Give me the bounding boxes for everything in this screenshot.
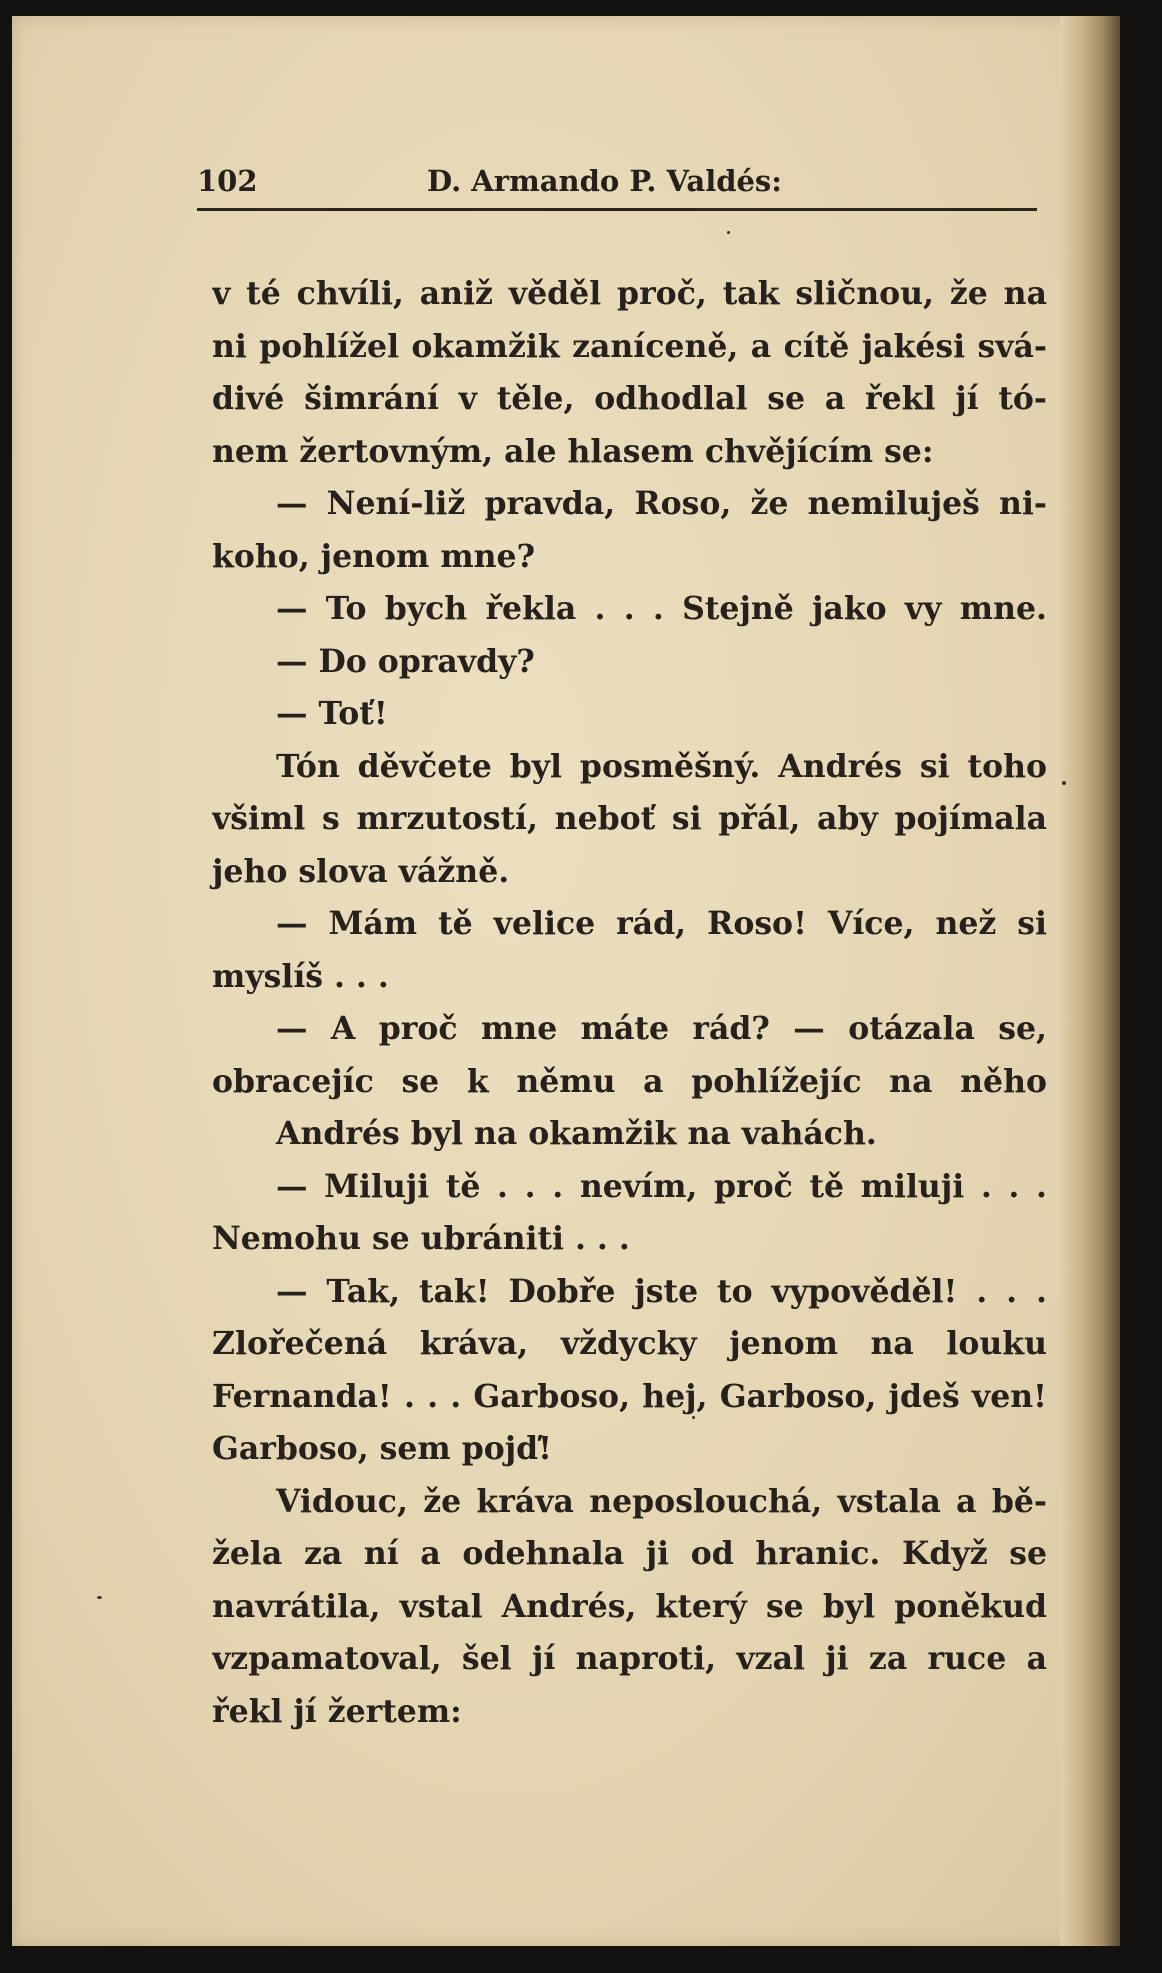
- text-line: jeho slova vážně.: [212, 852, 510, 890]
- ink-speck: [1062, 781, 1066, 785]
- text-line: nem žertovným, ale hlasem chvějícím se:: [212, 432, 934, 470]
- book-page: [12, 16, 1120, 1946]
- text-line: — Není-liž pravda, Roso, že nemiluješ ni-: [276, 485, 1047, 522]
- page-number: 102: [197, 164, 258, 198]
- ink-speck: [97, 1596, 102, 1599]
- running-head: D. Armando P. Valdés:: [427, 164, 782, 198]
- text-line: — Toť!: [276, 695, 388, 732]
- text-line: — To bych řekla . . . Stejně jako vy mne.: [276, 590, 1047, 627]
- text-line: navrátila, vstal Andrés, který se byl poněkud: [212, 1587, 1047, 1625]
- ink-speck: [727, 231, 730, 234]
- text-line: všiml s mrzutostí, neboť si přál, aby pojímala: [212, 800, 1047, 837]
- text-line: — Tak, tak! Dobře jste to vypověděl! . . .: [276, 1272, 1047, 1310]
- text-line: myslíš . . .: [212, 957, 389, 995]
- body-text: [212, 268, 1047, 1738]
- text-line: Zlořečená kráva, vždycky jenom na louku: [212, 1325, 1047, 1362]
- text-line: — Miluji tě . . . nevím, proč tě miluji . . .: [276, 1167, 1047, 1205]
- text-line: řekl jí žertem:: [212, 1692, 462, 1730]
- ink-speck: [692, 1416, 695, 1419]
- text-line: Tón děvčete byl posměšný. Andrés si toho: [276, 747, 1047, 785]
- text-line: v té chvíli, aniž věděl proč, tak sličnou, že na: [212, 275, 1047, 312]
- text-line: vzpamatoval, šel jí naproti, vzal ji za ruce a: [212, 1640, 1047, 1677]
- text-line: Fernanda! . . . Garboso, hej, Garboso, jdeš ven!: [212, 1377, 1047, 1415]
- text-line: žela za ní a odehnala ji od hranic. Když se: [212, 1535, 1047, 1572]
- text-line: ni pohlížel okamžik zaníceně, a cítě jakési svá-: [212, 327, 1047, 365]
- text-line: — Do opravdy?: [276, 642, 535, 680]
- text-line: Garboso, sem pojď!: [212, 1430, 552, 1467]
- text-line: Andrés byl na okamžik na vahách.: [276, 1115, 877, 1152]
- text-line: Vidouc, že kráva neposlouchá, vstala a bě-: [276, 1482, 1047, 1520]
- text-line: divé šimrání v těle, odhodlal se a řekl jí tó-: [212, 380, 1047, 417]
- text-line: — A proč mne máte rád? — otázala se,: [276, 1010, 1047, 1047]
- book-spine-shadow: [1060, 16, 1120, 1946]
- text-line: — Mám tě velice rád, Roso! Více, než si: [276, 905, 1047, 942]
- text-line: Nemohu se ubrániti . . .: [212, 1220, 630, 1257]
- text-line: koho, jenom mne?: [212, 537, 536, 575]
- text-line: obracejíc se k němu a pohlížejíc na něho: [212, 1062, 1047, 1100]
- page-header: [197, 164, 1037, 211]
